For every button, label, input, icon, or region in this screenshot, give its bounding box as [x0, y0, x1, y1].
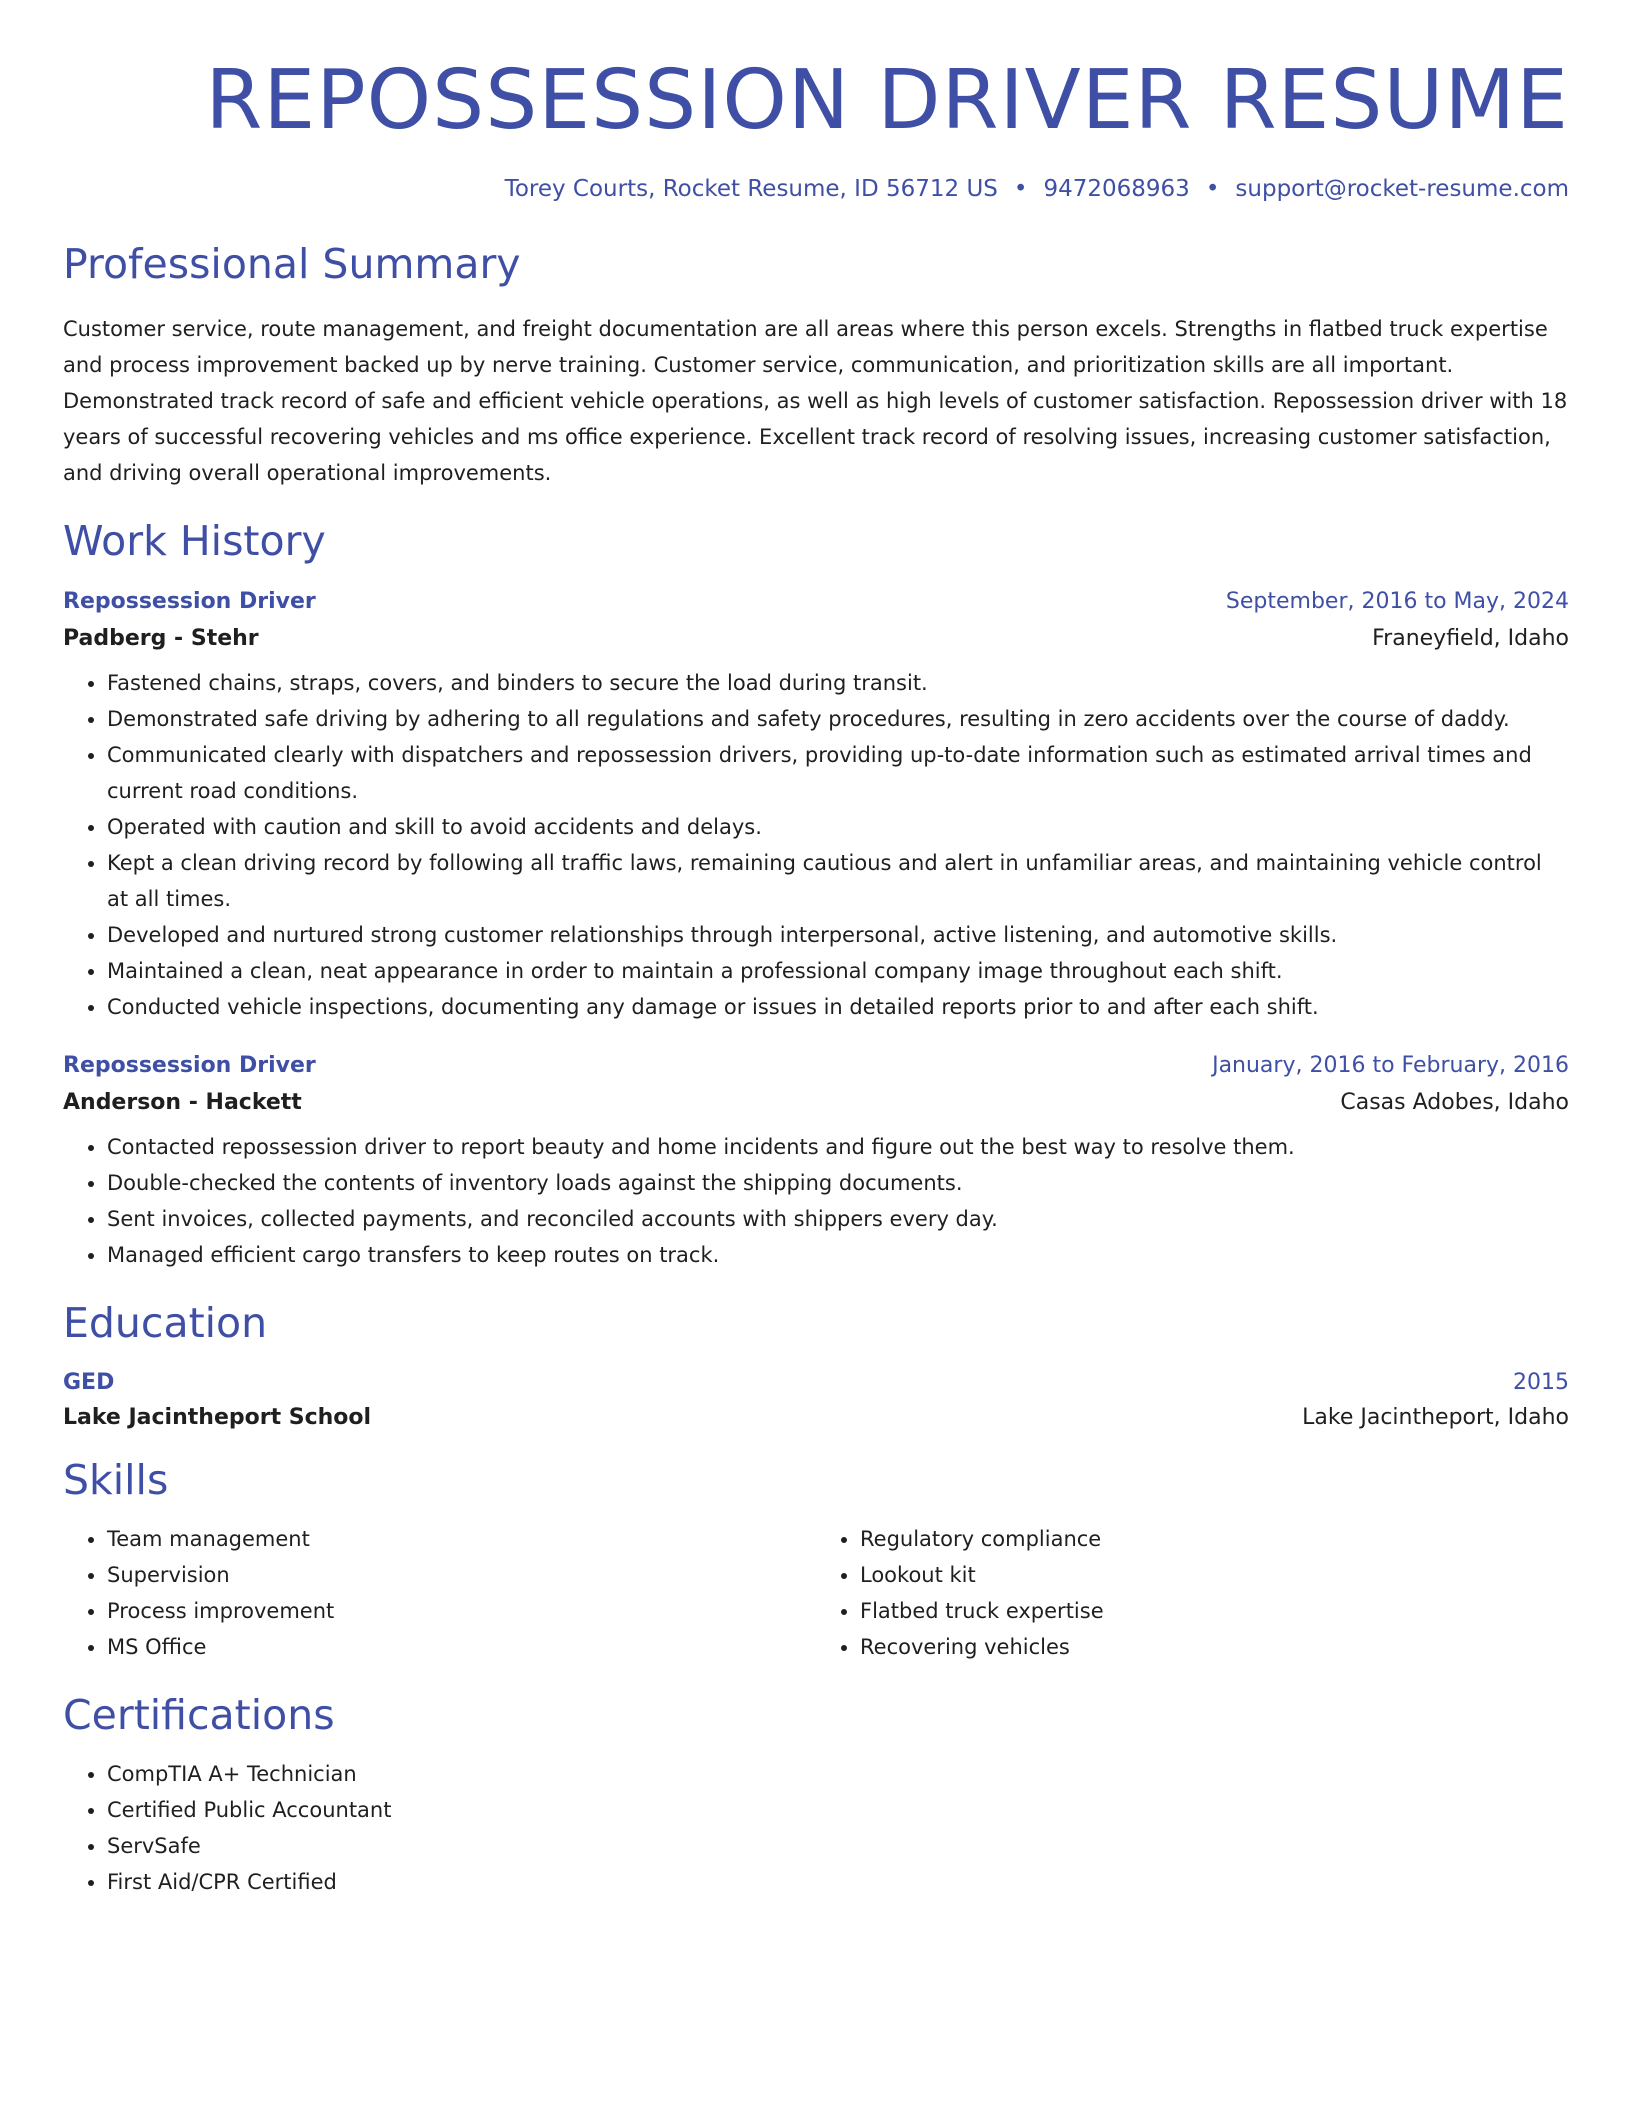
phone: 9472068963: [1043, 176, 1190, 203]
job-title-row: [63, 1053, 1569, 1078]
job-bullets: [63, 665, 1569, 1025]
list-item: • Process improvement: [107, 1593, 816, 1629]
list-item: • Regulatory compliance: [860, 1521, 1569, 1557]
job-bullets: [63, 1129, 1569, 1273]
summary-text: Customer service, route management, and freight documentation are all areas where this person excels. Strengths in flatbed truck expertise and process improvement backed up by nerve training. Customer service, communication, and prioritization skills are all important. Demonstrated track record of safe and efficient vehicle operations, as well as high levels of customer satisfaction. Repossession driver with 18 years of successful recovering vehicles and ms office experience. Excellent track record of resolving issues, increasing customer satisfaction, and driving overall operational improvements.: [63, 317, 1568, 486]
job-title-row: [63, 589, 1569, 614]
list-item: • Demonstrated safe driving by adhering to all regulations and safety procedures, resulting in zero accidents over the course of daddy.: [107, 701, 1569, 737]
list-item: • Team management: [107, 1521, 816, 1557]
separator-dot: •: [1013, 176, 1028, 203]
list-item: • Fastened chains, straps, covers, and binders to secure the load during transit.: [107, 665, 1569, 701]
company-name: Padberg - Stehr: [63, 625, 259, 651]
address: Torey Courts, Rocket Resume, ID 56712 US: [504, 176, 998, 203]
graduation-year: 2015: [1513, 1369, 1569, 1395]
skills-list-left: [63, 1521, 816, 1665]
section-heading-work: Work History: [63, 517, 326, 566]
job-entry: [63, 589, 1569, 1025]
section-heading-education: Education: [63, 1298, 268, 1347]
professional-summary-section: [63, 240, 1569, 491]
job-title: Repossession Driver: [63, 1052, 316, 1078]
job-company-row: [63, 626, 1569, 651]
list-item: • Certified Public Accountant: [107, 1792, 1569, 1828]
job-location: Casas Adobes, Idaho: [1340, 1089, 1569, 1115]
list-item: • Conducted vehicle inspections, documenting any damage or issues in detailed reports prior to and after each shift.: [107, 989, 1569, 1025]
skills-list-right: [816, 1521, 1569, 1665]
list-item: • Recovering vehicles: [860, 1629, 1569, 1665]
job-title: Repossession Driver: [63, 588, 316, 614]
section-heading-certifications: Certifications: [63, 1690, 335, 1739]
education-section: [63, 1299, 1569, 1430]
contact-line: [63, 176, 1569, 202]
list-item: • Communicated clearly with dispatchers and repossession drivers, providing up-to-date information such as estimated arrival times and current road conditions.: [107, 737, 1569, 809]
degree: GED: [63, 1369, 115, 1395]
certifications-list: [63, 1756, 1569, 1900]
list-item: • First Aid/CPR Certified: [107, 1864, 1569, 1900]
education-school-row: [63, 1405, 1569, 1430]
list-item: • Sent invoices, collected payments, and reconciled accounts with shippers every day.: [107, 1201, 1569, 1237]
certifications-section: [63, 1691, 1569, 1900]
list-item: • Contacted repossession driver to report beauty and home incidents and figure out the best way to resolve them.: [107, 1129, 1569, 1165]
email-link[interactable]: support@rocket-resume.com: [1235, 176, 1569, 203]
school-name: Lake Jacintheport School: [63, 1404, 372, 1430]
job-dates: January, 2016 to February, 2016: [1212, 1052, 1569, 1078]
section-heading-skills: Skills: [63, 1455, 169, 1504]
list-item: • Operated with caution and skill to avoid accidents and delays.: [107, 809, 1569, 845]
job-dates: September, 2016 to May, 2024: [1225, 588, 1569, 614]
job-entry: [63, 1053, 1569, 1273]
page-title: REPOSSESSION DRIVER RESUME: [205, 53, 1569, 148]
list-item: • Lookout kit: [860, 1557, 1569, 1593]
school-location: Lake Jacintheport, Idaho: [1302, 1404, 1569, 1430]
job-location: Franeyfield, Idaho: [1372, 625, 1569, 651]
list-item: • ServSafe: [107, 1828, 1569, 1864]
list-item: • Developed and nurtured strong customer relationships through interpersonal, active listening, and automotive skills.: [107, 917, 1569, 953]
work-history-section: [63, 517, 1569, 1272]
section-heading-summary: Professional Summary: [63, 240, 521, 289]
education-degree-row: [63, 1370, 1569, 1395]
skills-columns: [63, 1521, 1569, 1665]
list-item: • Supervision: [107, 1557, 816, 1593]
separator-dot: •: [1205, 176, 1220, 203]
company-name: Anderson - Hackett: [63, 1089, 302, 1115]
list-item: • Maintained a clean, neat appearance in order to maintain a professional company image throughout each shift.: [107, 953, 1569, 989]
list-item: • Managed efficient cargo transfers to keep routes on track.: [107, 1237, 1569, 1273]
list-item: • Double-checked the contents of inventory loads against the shipping documents.: [107, 1165, 1569, 1201]
skills-section: [63, 1456, 1569, 1665]
list-item: • CompTIA A+ Technician: [107, 1756, 1569, 1792]
list-item: • Kept a clean driving record by following all traffic laws, remaining cautious and alert in unfamiliar areas, and maintaining vehicle control at all times.: [107, 845, 1569, 917]
job-company-row: [63, 1090, 1569, 1115]
list-item: • Flatbed truck expertise: [860, 1593, 1569, 1629]
list-item: • MS Office: [107, 1629, 816, 1665]
